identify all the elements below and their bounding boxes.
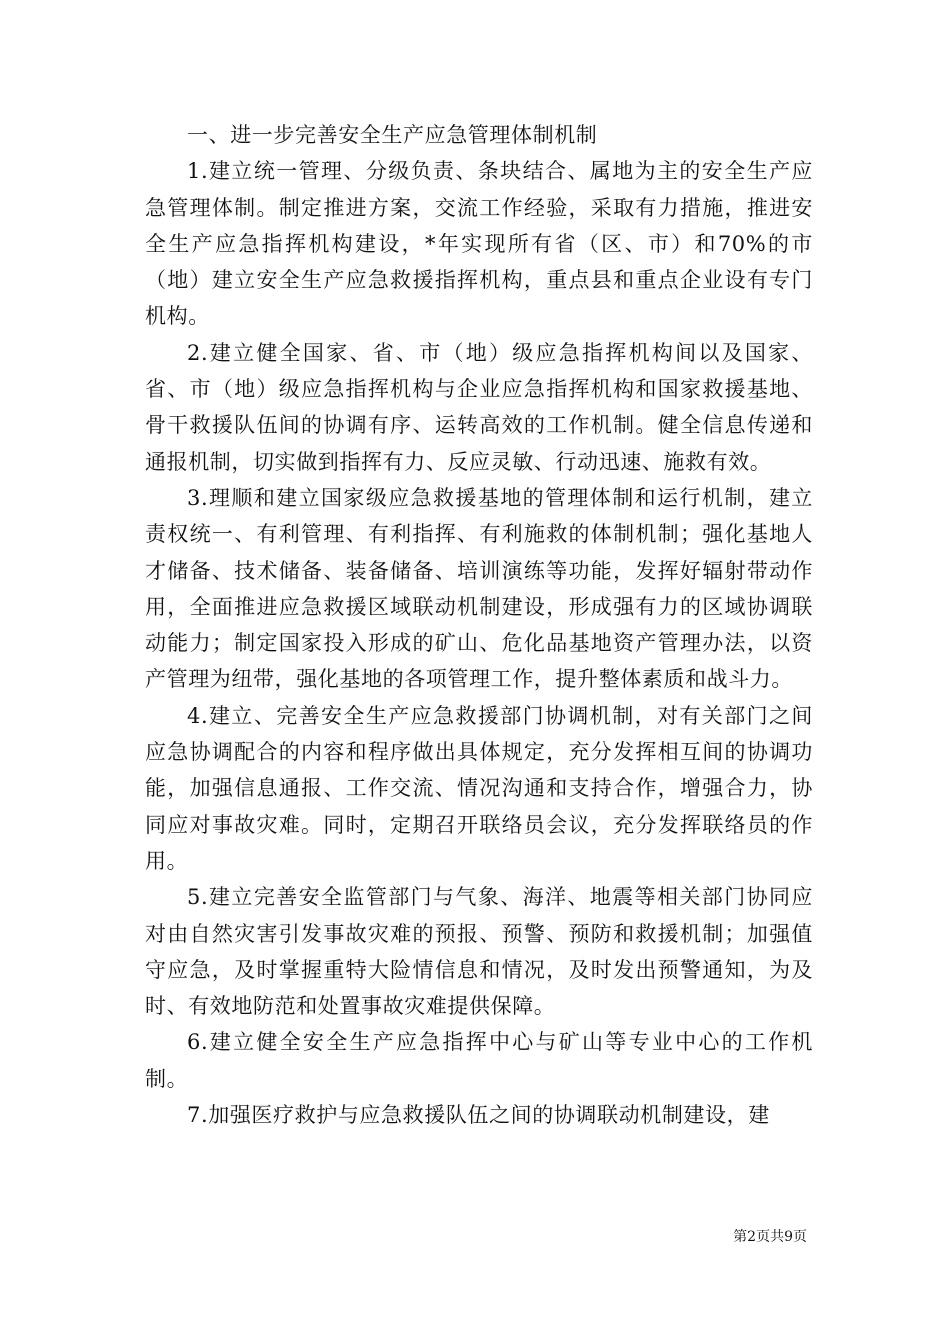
- paragraph-3: 3.理顺和建立国家级应急救援基地的管理体制和运行机制，建立责权统一、有利管理、有利指挥、有利施救的体制机制；强化基地人才储备、技术储备、装备储备、培训演练等功能，发挥好辐射带动作用，全面推进应急救援区域联动机制建设，形成强有力的区域协调联动能力；制定国家投入形成的矿山、危化品基地资产管理办法，以资产管理为纽带，强化基地的各项管理工作，提升整体素质和战斗力。: [145, 485, 813, 692]
- paragraph-6: 6.建立健全安全生产应急指挥中心与矿山等专业中心的工作机制。: [145, 1030, 813, 1091]
- paragraph-5: 5.建立完善安全监管部门与气象、海洋、地震等相关部门协同应对由自然灾害引发事故灾难的预报、预警、预防和救援机制；加强值守应急，及时掌握重特大险情信息和情况，及时发出预警通知，为及时、有效地防范和处置事故灾难提供保障。: [145, 885, 813, 1019]
- section-heading: 一、进一步完善安全生产应急管理体制机制: [187, 123, 598, 147]
- paragraph-2: 2.建立健全国家、省、市（地）级应急指挥机构间以及国家、省、市（地）级应急指挥机构与企业应急指挥机构和国家救援基地、骨干救援队伍间的协调有序、运转高效的工作机制。健全信息传递和通报机制，切实做到指挥有力、反应灵敏、行动迅速、施救有效。: [145, 340, 813, 474]
- page-number-footer: 第2页共9页: [733, 1229, 807, 1245]
- paragraph-1: 1.建立统一管理、分级负责、条块结合、属地为主的安全生产应急管理体制。制定推进方案，交流工作经验，采取有力措施，推进安全生产应急指挥机构建设，*年实现所有省（区、市）和70%的市（地）建立安全生产应急救援指挥机构，重点县和重点企业设有专门机构。: [145, 159, 813, 329]
- document-body: [145, 117, 813, 1133]
- paragraph-4: 4.建立、完善安全生产应急救援部门协调机制，对有关部门之间应急协调配合的内容和程序做出具体规定，充分发挥相互间的协调功能，加强信息通报、工作交流、情况沟通和支持合作，增强合力，协同应对事故灾难。同时，定期召开联络员会议，充分发挥联络员的作用。: [145, 703, 813, 873]
- paragraph-7: 7.加强医疗救护与应急救援队伍之间的协调联动机制建设，建: [187, 1103, 770, 1128]
